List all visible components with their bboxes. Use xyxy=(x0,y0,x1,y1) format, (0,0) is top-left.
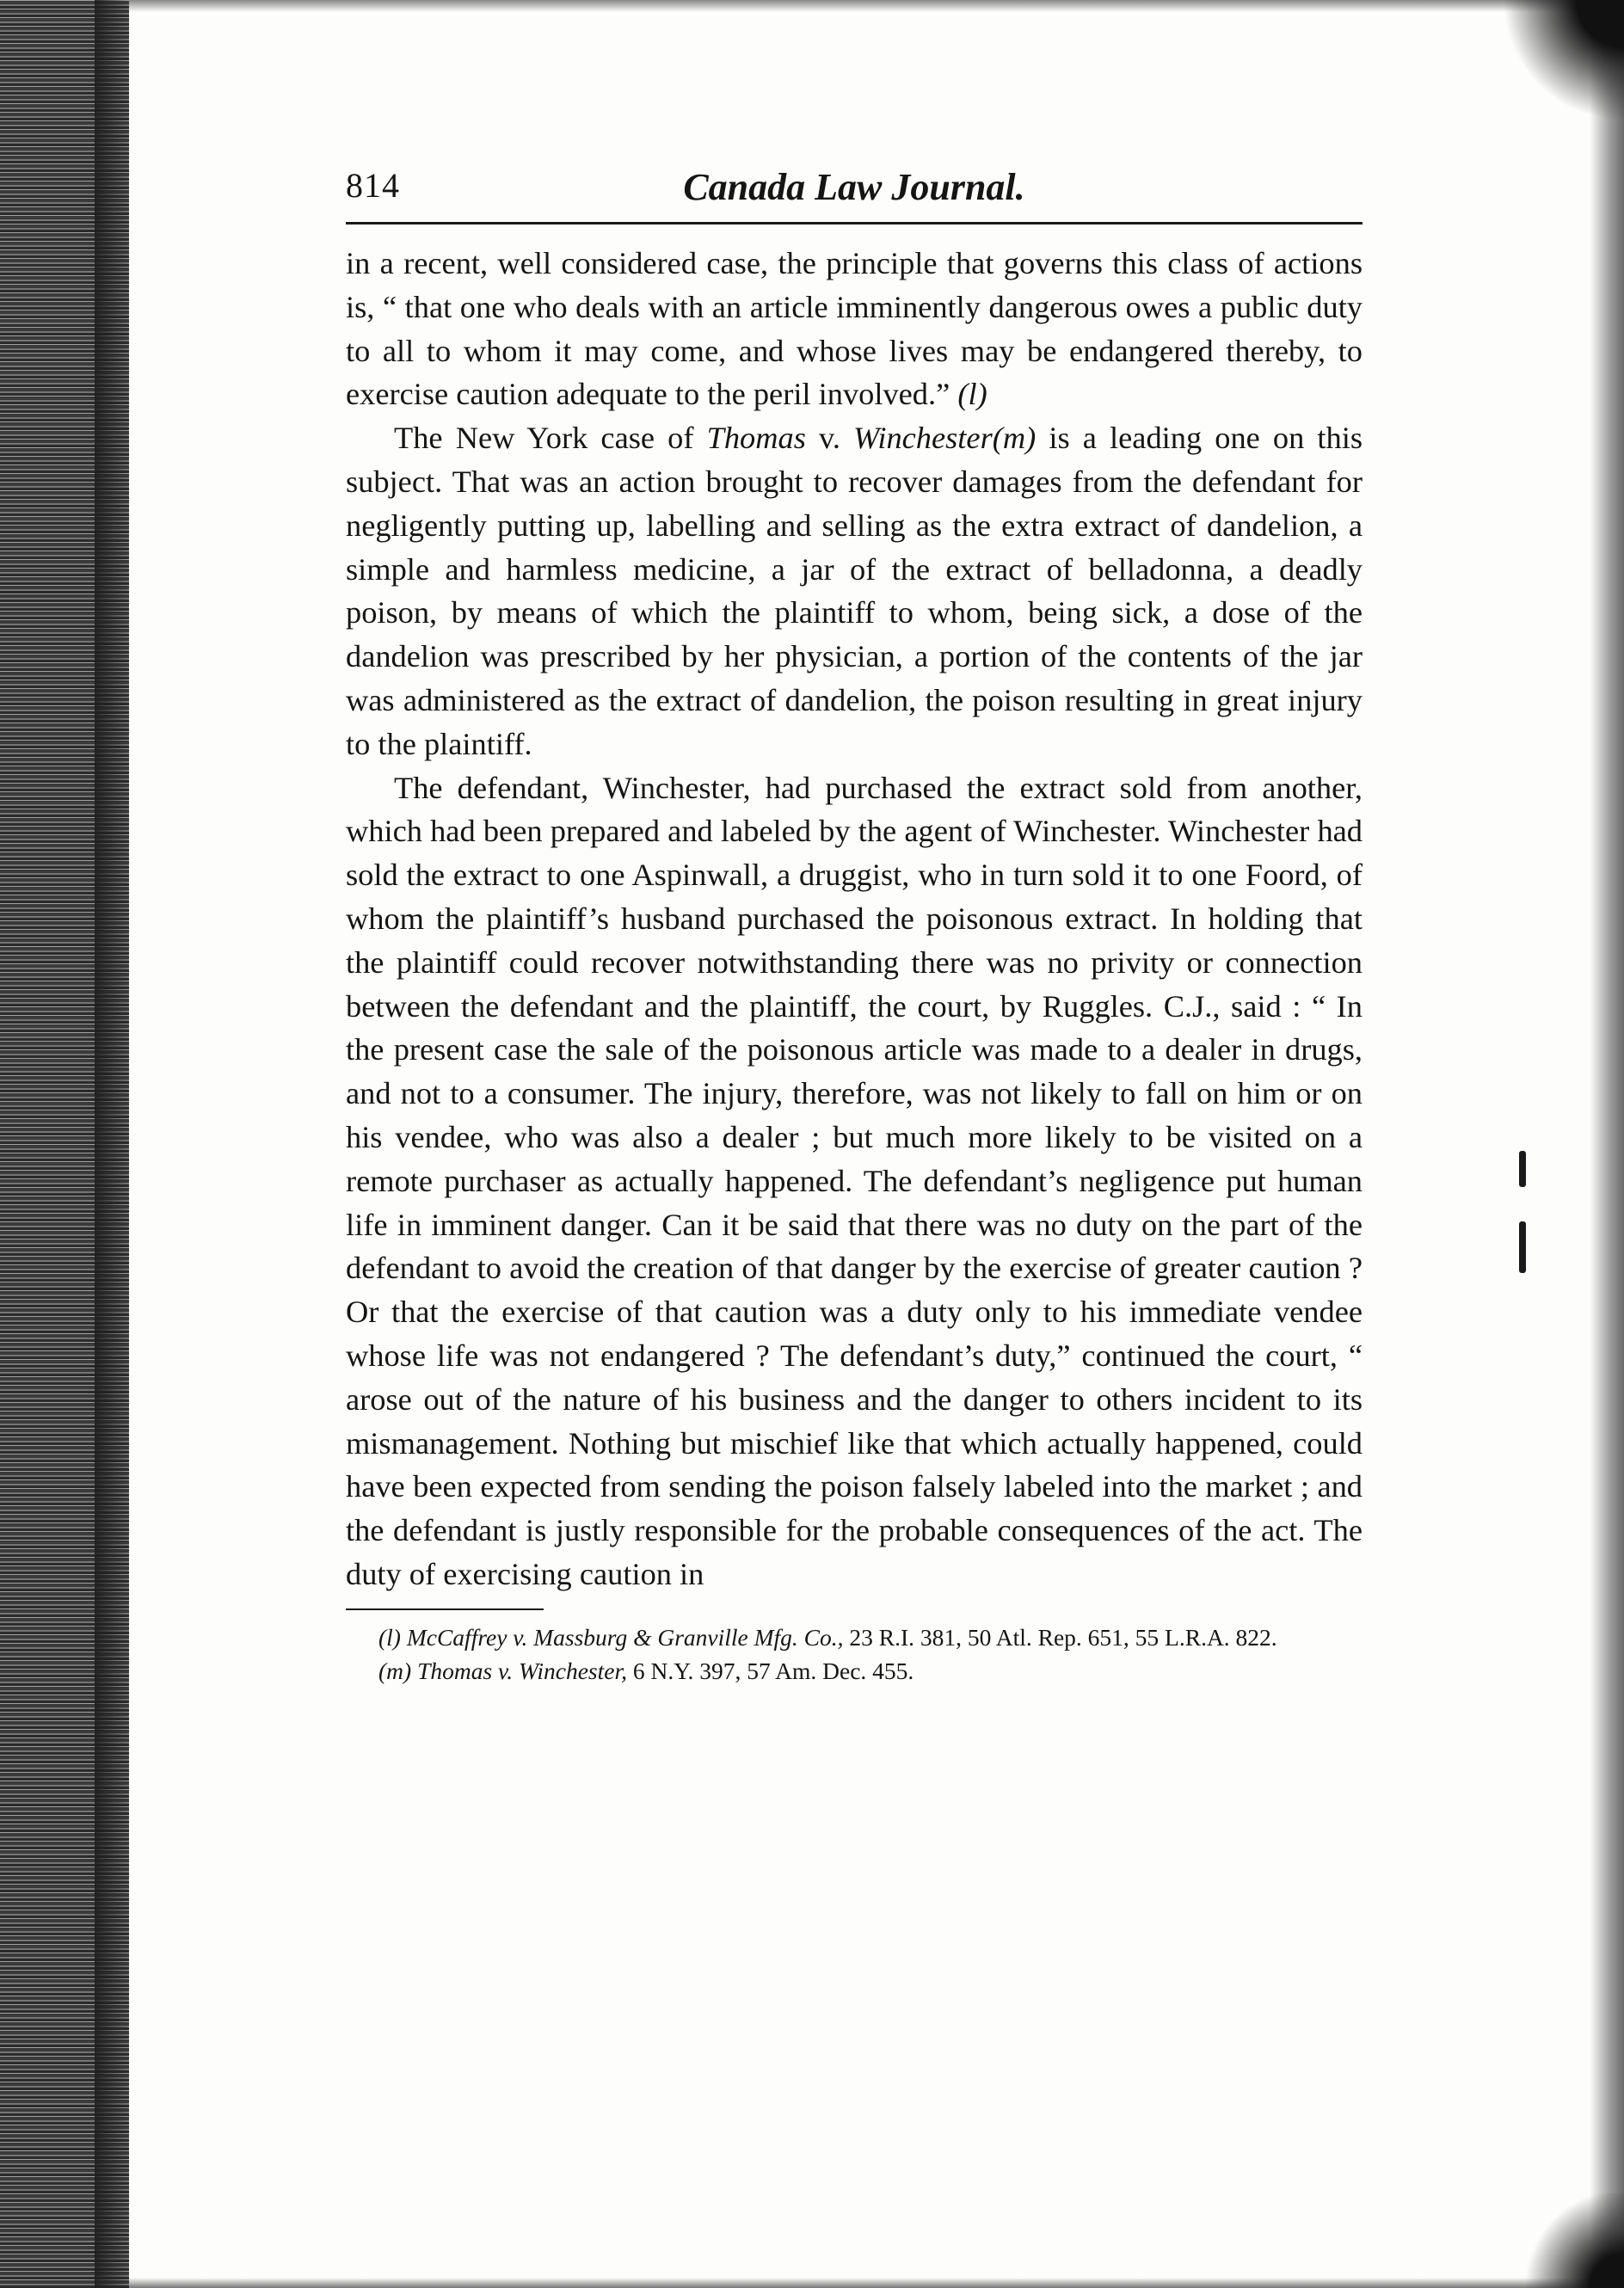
footnote-marker: (l) xyxy=(378,1623,401,1651)
scan-corner-bottom-right xyxy=(1512,2193,1624,2288)
paragraph-text: The New York case of xyxy=(394,421,707,456)
scan-binding-mark xyxy=(1519,1221,1526,1273)
scan-shadow-bottom xyxy=(129,2278,1590,2288)
scan-shadow-top xyxy=(129,0,1590,12)
footnote-m xyxy=(346,1654,1363,1688)
journal-title: Canada Law Journal. xyxy=(683,166,1025,208)
scan-corner-top-right xyxy=(1495,0,1624,129)
footnote-citation: 6 N.Y. 397, 57 Am. Dec. 455. xyxy=(626,1657,914,1684)
footnote-case-title: McCaffrey v. Massburg & Granville Mfg. Co., xyxy=(406,1623,844,1651)
footnote-case-title: Thomas v. Winchester, xyxy=(417,1657,627,1684)
running-header xyxy=(346,155,1363,224)
case-versus: v. xyxy=(805,421,854,456)
footnote-citation: 23 R.I. 381, 50 Atl. Rep. 651, 55 L.R.A. 822. xyxy=(843,1623,1277,1651)
scan-shadow-right xyxy=(1590,0,1624,2288)
paragraph-text: in a recent, well considered case, the principle that governs this class of actions is, “ that one who deals with an article imminently dangerous owes a public duty to all to whom it may come, and whose lives may be endangered thereby, to exercise caution adequate to the peril involved.” xyxy=(346,246,1363,412)
case-name-defendant: Winchester xyxy=(853,421,993,456)
footnote-marker: (m) xyxy=(378,1657,412,1684)
footnote-l xyxy=(346,1621,1363,1654)
paragraph-defendant-winchester xyxy=(346,766,1363,1596)
body-text xyxy=(346,242,1363,1596)
paragraph-continuation xyxy=(346,242,1363,416)
paragraph-text: The defendant, Winchester, had purchased the extract sold from another, which had been prepared and labeled by the agent of Winchester. Winchester had sold the extract to one Aspinwall, a druggist, who in turn sold it to one Foord, of whom the plaintiff’s husband purchased the poisonous extract. In holding that the plaintiff could recover notwithstanding there was no privity or connection between the defendant and the plaintiff, the court, by Ruggles. C.J., said : “ In the present case the sale of the poisonous article was made to a dealer in drugs, and not to a consumer. The injury, therefore, was not likely to fall on him or on his vendee, who was also a dealer ; but much more likely to be visited on a remote purchaser as actually happened. The defendant’s negligence put human life in imminent danger. Can it be said that there was no duty on the part of the defendant to avoid the creation of that danger by the exercise of greater caution ? Or that the exercise of that caution was a duty only to his immediate vendee whose life was not endangered ? The defendant’s duty,” continued the court, “ arose out of the nature of his business and the danger to others incident to its mismanagement. Nothing but mischief like that which actually happened, could have been expected from sending the poison falsely labeled into the market ; and the defendant is justly responsible for the probable consequences of the act. The duty of exercising caution in xyxy=(346,770,1363,1591)
footnote-divider xyxy=(346,1608,544,1610)
footnote-reference-l: (l) xyxy=(957,377,987,412)
scan-binding-mark xyxy=(1519,1151,1526,1187)
footnotes xyxy=(346,1621,1363,1688)
footnote-reference-m: (m) xyxy=(992,421,1037,456)
paragraph-text: is a leading one on this subject. That was an action brought to recover damages from the defendant for negligently putting up, labelling and selling as the extra extract of dandelion, a simple and harmless medicine, a jar of the extract of belladonna, a deadly poison, by means of which the plaintiff to whom, being sick, a dose of the dandelion was prescribed by her physician, a portion of the contents of the jar was administered as the extract of dandelion, the poison resulting in great injury to the plaintiff. xyxy=(346,421,1363,761)
paragraph-thomas-v-winchester xyxy=(346,416,1363,766)
page-number: 814 xyxy=(346,166,400,205)
document-page xyxy=(346,155,1363,1688)
scan-shadow-left-fade xyxy=(95,0,129,2288)
case-name-plaintiff: Thomas xyxy=(706,421,806,456)
